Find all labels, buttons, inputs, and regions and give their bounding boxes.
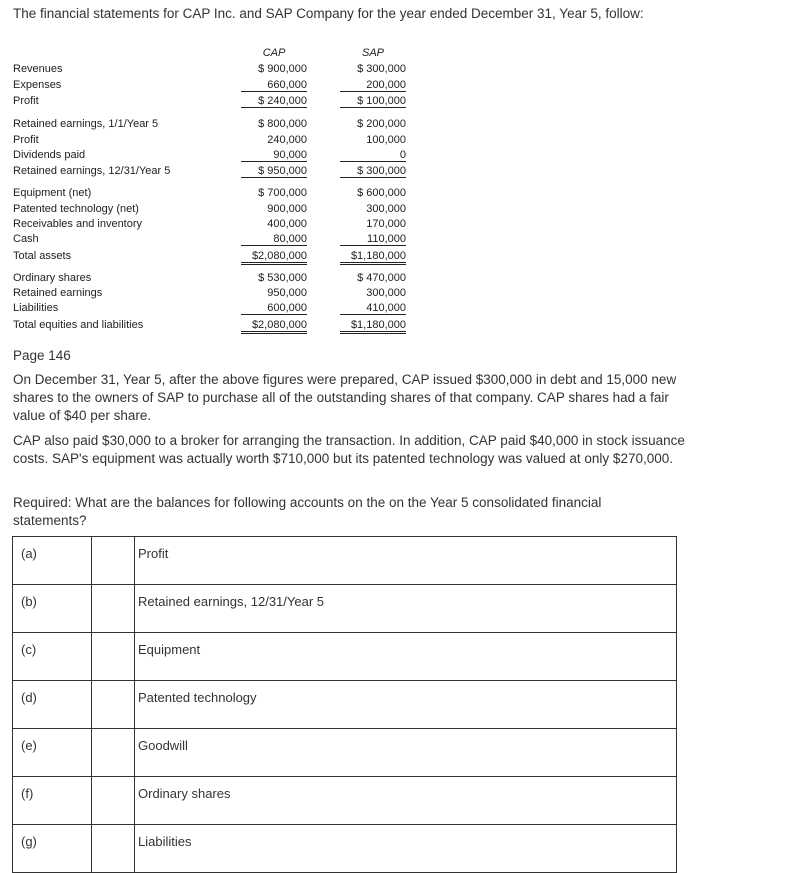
account-name: Retained earnings, 12/31/Year 5 [135, 585, 677, 633]
row-label: Revenues [13, 63, 63, 75]
row-label: Dividends paid [13, 149, 86, 161]
sap-value: 110,000 [340, 233, 406, 246]
cap-value: $2,080,000 [241, 250, 307, 265]
sap-value: $ 300,000 [357, 63, 406, 75]
cap-value: 660,000 [241, 79, 307, 92]
sap-value: $ 200,000 [357, 118, 406, 130]
row-label: Expenses [13, 79, 62, 91]
answer-table [12, 536, 677, 873]
cap-value: 900,000 [267, 203, 307, 215]
question-letter: (e) [13, 729, 92, 777]
answer-cell[interactable] [92, 537, 135, 585]
row-label: Liabilities [13, 302, 59, 314]
sap-value: 100,000 [366, 134, 406, 146]
row-label: Retained earnings, 1/1/Year 5 [13, 118, 159, 130]
answer-cell[interactable] [92, 825, 135, 873]
sap-value: $ 600,000 [357, 187, 406, 199]
sap-value: 200,000 [340, 79, 406, 92]
sap-value: 0 [340, 149, 406, 162]
paragraph-transaction: On December 31, Year 5, after the above figures were prepared, CAP issued $300,000 in debt and 15,000 new shares to the owners of SAP to purchase all of the outstanding shares of that company. CAP shares had a fair value of $40 per share. [13, 372, 677, 423]
sap-value: 410,000 [340, 302, 406, 315]
row-label: Retained earnings [13, 287, 103, 299]
account-name: Profit [135, 537, 677, 585]
cap-value: 80,000 [241, 233, 307, 246]
row-label: Total equities and liabilities [13, 319, 144, 331]
answer-cell[interactable] [92, 585, 135, 633]
table-row [13, 585, 677, 633]
row-label: Equipment (net) [13, 187, 92, 199]
financial-statements [0, 0, 420, 340]
row-label: Patented technology (net) [13, 203, 139, 215]
sap-value: $1,180,000 [340, 250, 406, 265]
paragraph-costs: CAP also paid $30,000 to a broker for arranging the transaction. In addition, CAP paid $40,000 in stock issuance costs. SAP's equipment was actually worth $710,000 but its patented technology was valued at only $270,000. [13, 433, 685, 466]
cap-value: 950,000 [267, 287, 307, 299]
account-name: Ordinary shares [135, 777, 677, 825]
cap-value: $ 240,000 [241, 95, 307, 108]
cap-value: $ 700,000 [258, 187, 307, 199]
table-row [13, 681, 677, 729]
table-row [13, 537, 677, 585]
cap-value: 600,000 [241, 302, 307, 315]
intro-text: The financial statements for CAP Inc. and SAP Company for the year ended December 31, Year 5, follow: [13, 6, 644, 21]
header-sap: SAP [361, 47, 384, 59]
row-label: Receivables and inventory [13, 218, 143, 230]
sap-value: $1,180,000 [340, 319, 406, 334]
required-text: Required: What are the balances for following accounts on the on the Year 5 consolidated financial statements? [13, 495, 602, 528]
header-cap: CAP [262, 47, 286, 59]
answer-cell[interactable] [92, 633, 135, 681]
question-letter: (g) [13, 825, 92, 873]
answer-cell[interactable] [92, 729, 135, 777]
answer-cell[interactable] [92, 681, 135, 729]
table-row [13, 777, 677, 825]
cap-value: $ 530,000 [258, 272, 307, 284]
cap-value: $2,080,000 [241, 319, 307, 334]
cap-value: $ 800,000 [258, 118, 307, 130]
cap-value: 240,000 [267, 134, 307, 146]
table-row [13, 633, 677, 681]
row-label: Cash [13, 233, 39, 245]
cap-value: 400,000 [267, 218, 307, 230]
row-label: Retained earnings, 12/31/Year 5 [13, 165, 171, 177]
sap-value: 170,000 [366, 218, 406, 230]
sap-value: $ 100,000 [340, 95, 406, 108]
sap-value: 300,000 [366, 203, 406, 215]
cap-value: 90,000 [241, 149, 307, 162]
cap-value: $ 950,000 [241, 165, 307, 178]
row-label: Profit [13, 95, 39, 107]
account-name: Patented technology [135, 681, 677, 729]
table-row [13, 729, 677, 777]
account-name: Equipment [135, 633, 677, 681]
row-label: Ordinary shares [13, 272, 92, 284]
answer-cell[interactable] [92, 777, 135, 825]
account-name: Liabilities [135, 825, 677, 873]
cap-value: $ 900,000 [258, 63, 307, 75]
table-row [13, 825, 677, 873]
row-label: Profit [13, 134, 39, 146]
sap-value: 300,000 [366, 287, 406, 299]
account-name: Goodwill [135, 729, 677, 777]
question-letter: (f) [13, 777, 92, 825]
row-label: Total assets [13, 250, 72, 262]
sap-value: $ 470,000 [357, 272, 406, 284]
sap-value: $ 300,000 [340, 165, 406, 178]
question-letter: (c) [13, 633, 92, 681]
page-reference: Page 146 [13, 348, 71, 363]
question-letter: (d) [13, 681, 92, 729]
question-letter: (b) [13, 585, 92, 633]
question-letter: (a) [13, 537, 92, 585]
